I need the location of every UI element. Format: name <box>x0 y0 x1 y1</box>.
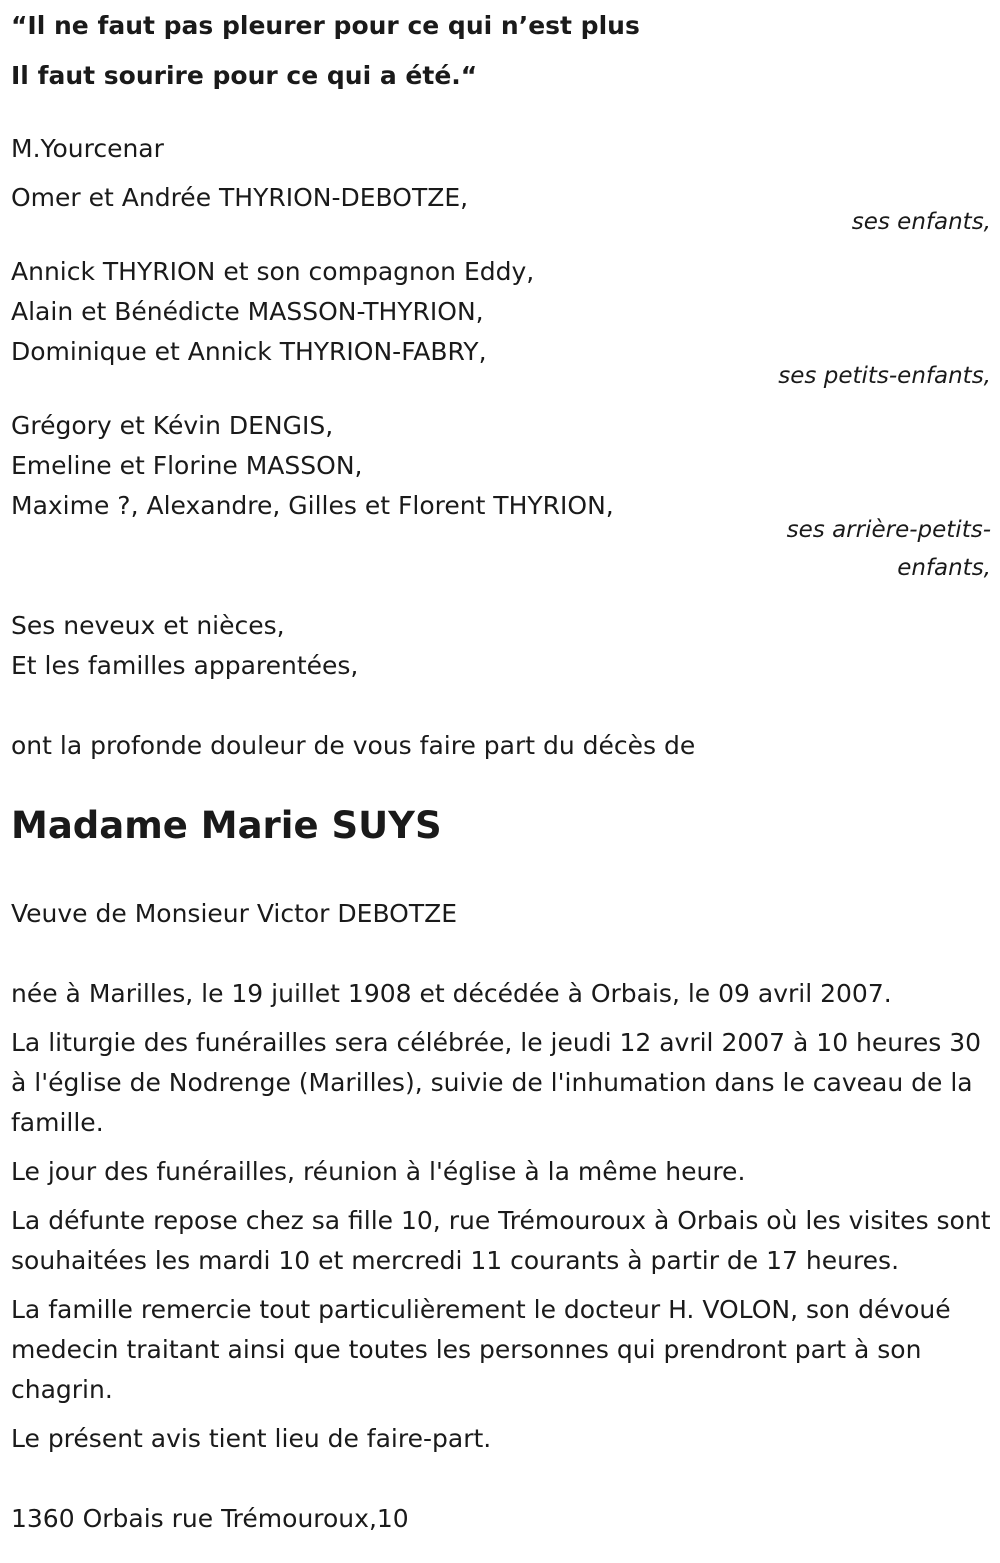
deceased-name: Madame Marie SUYS <box>11 804 442 847</box>
thanks-paragraph: La famille remercie tout particulièrement le docteur H. VOLON, son dévoué medecin traitant ainsi que toutes les personnes qui prendront part à son chagrin. <box>11 1295 951 1404</box>
great-grandchild-name: Maxime ?, Alexandre, Gilles et Florent THYRION, <box>11 491 614 520</box>
children-label: ses enfants, <box>851 209 991 235</box>
relatives-line: Et les familles apparentées, <box>11 651 359 680</box>
grandchild-name: Annick THYRION et son compagnon Eddy, <box>11 257 535 286</box>
relatives-line: Ses neveux et nièces, <box>11 611 285 640</box>
birth-death-dates: née à Marilles, le 19 juillet 1908 et décédée à Orbais, le 09 avril 2007. <box>11 979 892 1008</box>
quote-line-2: Il faut sourire pour ce qui a été.“ <box>11 61 478 90</box>
grandchild-name: Alain et Bénédicte MASSON-THYRION, <box>11 297 484 326</box>
announcement-text: ont la profonde douleur de vous faire part du décès de <box>11 731 696 760</box>
great-grandchildren-label-continued: enfants, <box>897 555 991 581</box>
reunion-paragraph: Le jour des funérailles, réunion à l'église à la même heure. <box>11 1157 746 1186</box>
funeral-paragraph: La liturgie des funérailles sera célébrée, le jeudi 12 avril 2007 à 10 heures 30 à l'église de Nodrenge (Marilles), suivie de l'inhumation dans le caveau de la famille. <box>11 1028 982 1137</box>
great-grandchildren-label: ses arrière-petits- <box>786 517 991 543</box>
quote-author: M.Yourcenar <box>11 134 164 163</box>
obituary-notice <box>11 0 991 1539</box>
quote-line-1: “Il ne faut pas pleurer pour ce qui n’est plus <box>11 11 640 40</box>
visiting-paragraph: La défunte repose chez sa fille 10, rue Trémouroux à Orbais où les visites sont souhaitées les mardi 10 et mercredi 11 courants à partir de 17 heures. <box>11 1206 991 1275</box>
grandchildren-label: ses petits-enfants, <box>778 363 991 389</box>
great-grandchild-name: Emeline et Florine MASSON, <box>11 451 363 480</box>
address-line: 1360 Orbais rue Trémouroux,10 <box>11 1504 409 1533</box>
children-name: Omer et Andrée THYRION-DEBOTZE, <box>11 183 469 212</box>
widow-of-line: Veuve de Monsieur Victor DEBOTZE <box>11 899 458 928</box>
great-grandchild-name: Grégory et Kévin DENGIS, <box>11 411 334 440</box>
grandchild-name: Dominique et Annick THYRION-FABRY, <box>11 337 487 366</box>
notice-paragraph: Le présent avis tient lieu de faire-part. <box>11 1424 492 1453</box>
